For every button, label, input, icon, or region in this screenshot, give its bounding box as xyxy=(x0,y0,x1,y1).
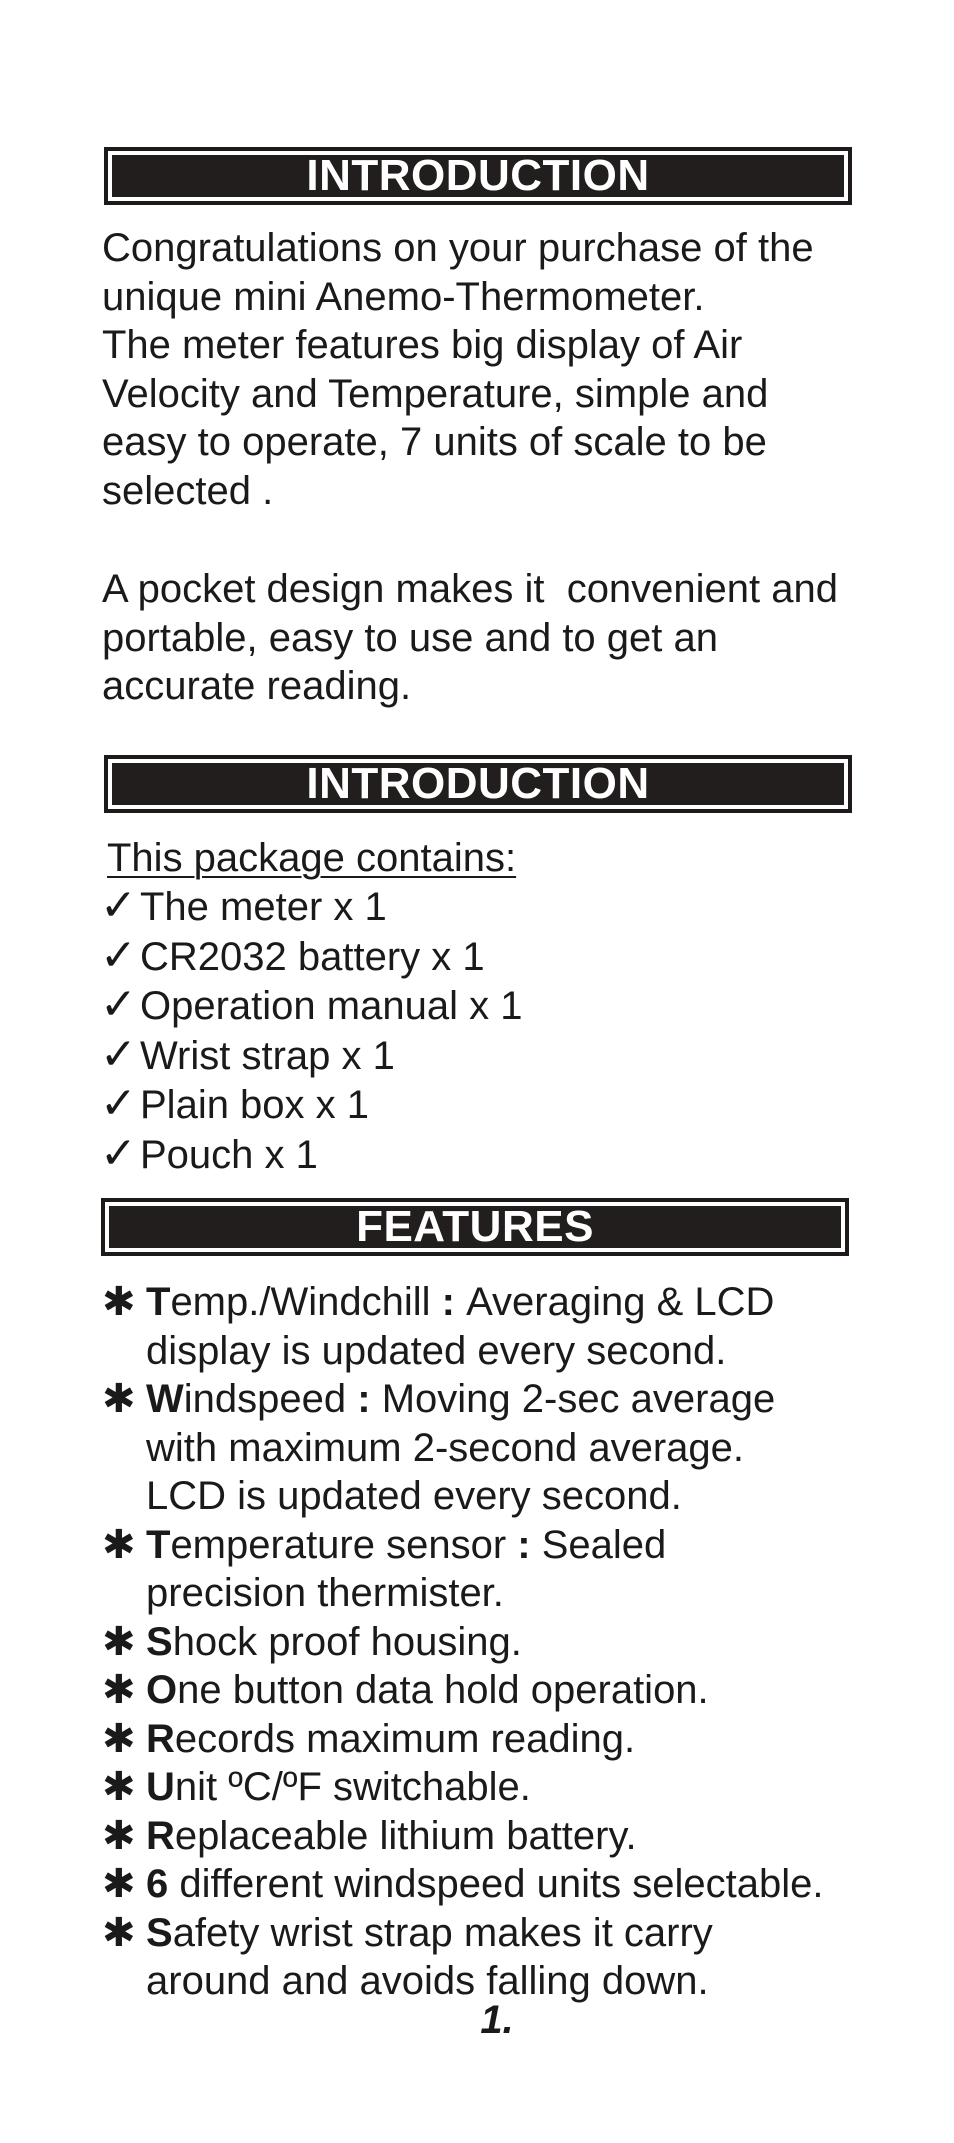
feature-initial: W xyxy=(146,1377,184,1421)
text-line: accurate reading. xyxy=(102,664,412,708)
feature-item xyxy=(102,1763,922,1812)
intro-paragraph xyxy=(102,224,902,515)
list-item xyxy=(100,1130,522,1180)
feature-item xyxy=(102,1860,922,1909)
feature-item xyxy=(102,1618,922,1667)
checkmark-icon: ✓ xyxy=(100,881,137,930)
feature-text: Moving 2-sec average xyxy=(381,1377,776,1421)
feature-text: indspeed xyxy=(183,1377,358,1421)
page-number: 1. xyxy=(480,1998,514,2042)
feature-text: with maximum 2-second average. xyxy=(146,1425,745,1470)
checkmark-icon: ✓ xyxy=(100,1128,137,1178)
feature-text: emperature sensor xyxy=(170,1522,518,1567)
checkmark-icon: ✓ xyxy=(100,1079,137,1128)
list-item xyxy=(100,1080,522,1130)
feature-text: hock proof housing. xyxy=(172,1619,522,1664)
feature-text: ne button data hold operation. xyxy=(177,1668,709,1712)
text-line: The meter features big display of Air xyxy=(102,323,743,367)
feature-text: ecords maximum reading. xyxy=(174,1716,636,1761)
feature-initial: S xyxy=(146,1619,173,1664)
feature-separator: : xyxy=(517,1522,542,1567)
section-heading: INTRODUCTION xyxy=(112,763,844,805)
feature-initial: R xyxy=(146,1813,175,1858)
asterisk-bullet-icon: ✱ xyxy=(102,1280,136,1324)
text-line: easy to operate, 7 units of scale to be xyxy=(102,420,767,464)
asterisk-bullet-icon: ✱ xyxy=(102,1813,136,1858)
package-contents-list xyxy=(100,882,522,1179)
asterisk-bullet-icon: ✱ xyxy=(102,1716,136,1761)
list-item xyxy=(100,1031,522,1081)
feature-item xyxy=(102,1521,922,1618)
feature-text: different windspeed units selectable. xyxy=(168,1862,824,1906)
asterisk-bullet-icon: ✱ xyxy=(102,1765,136,1809)
feature-text: eplaceable lithium battery. xyxy=(174,1813,637,1858)
portability-paragraph xyxy=(102,565,902,711)
item-label: Wrist strap x 1 xyxy=(140,1033,395,1078)
item-label: CR2032 battery x 1 xyxy=(140,934,485,979)
feature-item xyxy=(102,1278,922,1375)
features-list xyxy=(102,1278,922,2006)
feature-initial: U xyxy=(146,1765,175,1809)
feature-item xyxy=(102,1666,922,1715)
feature-text: emp./Windchill xyxy=(170,1280,442,1324)
feature-item xyxy=(102,1375,922,1521)
feature-text: around and avoids falling down. xyxy=(146,1959,709,2003)
package-contents-title: This package contains: xyxy=(107,836,517,880)
checkmark-icon: ✓ xyxy=(100,1029,137,1079)
list-item xyxy=(100,981,522,1031)
feature-item xyxy=(102,1909,922,2006)
section-heading: INTRODUCTION xyxy=(112,155,844,197)
text-line: A pocket design makes it convenient and xyxy=(102,567,839,611)
text-line: Velocity and Temperature, simple and xyxy=(102,371,769,416)
feature-initial: 6 xyxy=(146,1862,169,1906)
feature-text: LCD is updated every second. xyxy=(146,1474,682,1518)
feature-initial: S xyxy=(146,1910,173,1955)
feature-text: nit ºC/ºF switchable. xyxy=(174,1765,531,1809)
list-item xyxy=(100,882,522,932)
text-line: unique mini Anemo-Thermometer. xyxy=(102,274,705,319)
feature-text: display is updated every second. xyxy=(146,1328,727,1373)
section-banner-introduction xyxy=(104,147,852,205)
text-line: selected . xyxy=(102,468,274,513)
section-banner-features xyxy=(101,1198,849,1256)
feature-text: precision thermister. xyxy=(146,1571,504,1615)
feature-initial: R xyxy=(146,1716,175,1761)
item-label: Operation manual x 1 xyxy=(140,984,523,1028)
asterisk-bullet-icon: ✱ xyxy=(102,1668,136,1712)
asterisk-bullet-icon: ✱ xyxy=(102,1619,136,1664)
asterisk-bullet-icon: ✱ xyxy=(102,1377,136,1421)
feature-text: Averaging & LCD xyxy=(466,1280,775,1324)
feature-item xyxy=(102,1715,922,1764)
feature-separator: : xyxy=(441,1280,467,1324)
item-label: The meter x 1 xyxy=(140,885,387,929)
feature-initial: T xyxy=(146,1522,171,1567)
asterisk-bullet-icon: ✱ xyxy=(102,1522,136,1567)
text-line: Congratulations on your purchase of the xyxy=(102,226,814,270)
feature-text: Sealed xyxy=(541,1522,667,1567)
checkmark-icon: ✓ xyxy=(100,930,137,980)
checkmark-icon: ✓ xyxy=(100,980,137,1029)
feature-text: afety wrist strap makes it carry xyxy=(172,1910,713,1955)
asterisk-bullet-icon: ✱ xyxy=(102,1910,136,1955)
feature-item xyxy=(102,1812,922,1861)
section-banner-introduction-2 xyxy=(104,755,852,813)
feature-initial: O xyxy=(146,1668,178,1712)
list-item xyxy=(100,932,522,982)
text-line: portable, easy to use and to get an xyxy=(102,615,718,660)
item-label: Pouch x 1 xyxy=(140,1132,318,1177)
asterisk-bullet-icon: ✱ xyxy=(102,1862,136,1906)
feature-initial: T xyxy=(146,1280,171,1324)
feature-separator: : xyxy=(357,1377,382,1421)
section-heading: FEATURES xyxy=(109,1206,841,1248)
item-label: Plain box x 1 xyxy=(140,1083,370,1127)
